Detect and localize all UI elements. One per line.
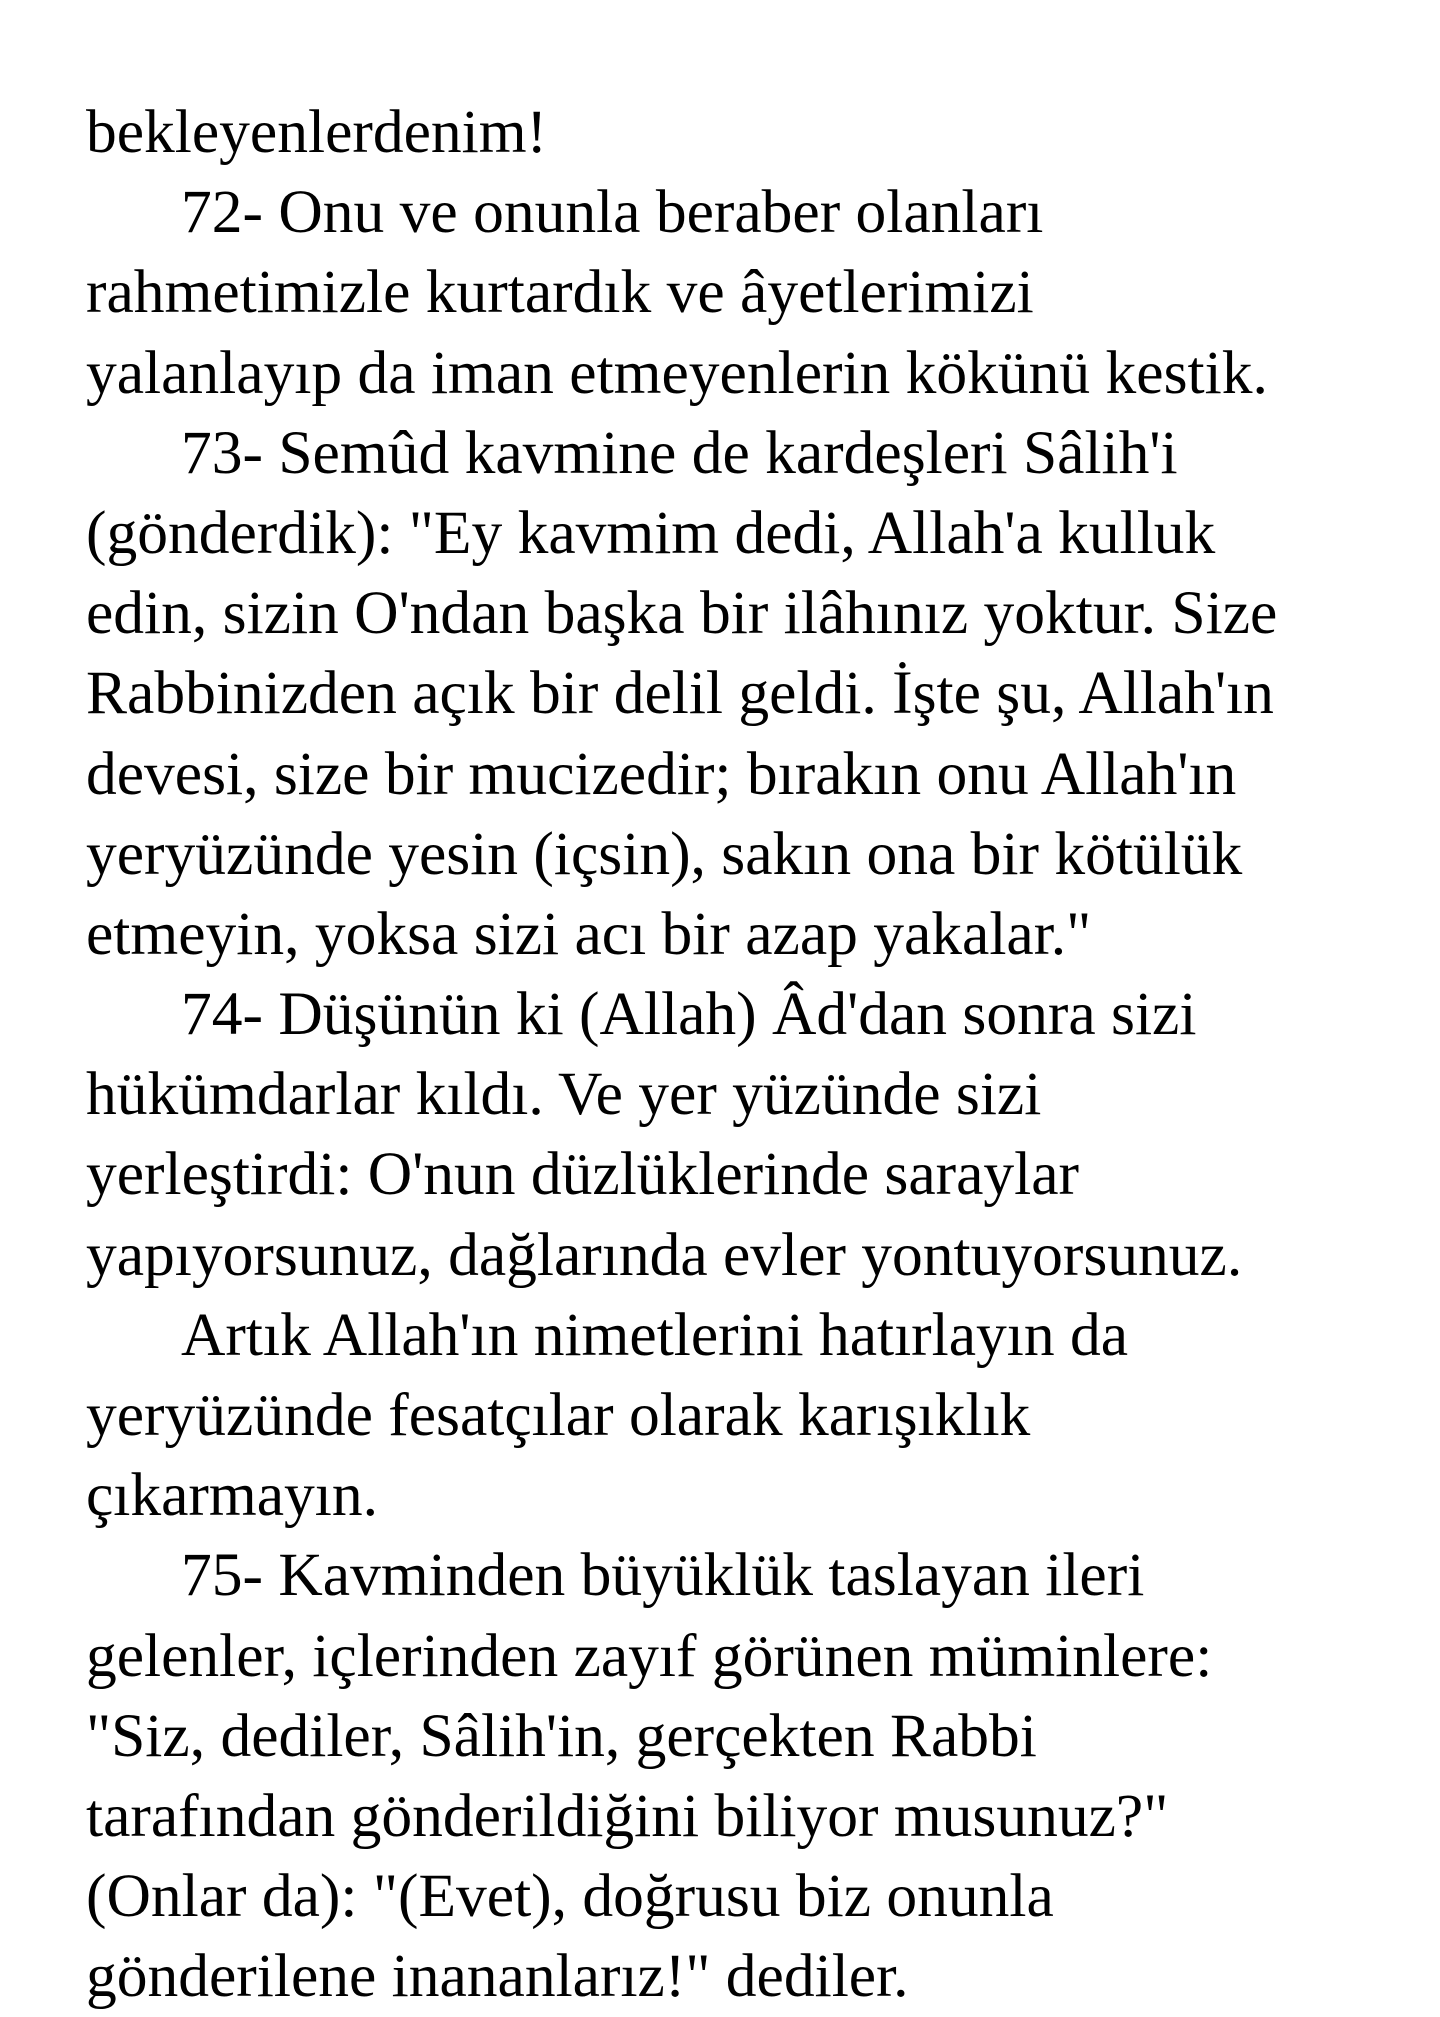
- verse-72-start: 72- Onu ve onunla beraber olanları: [181, 178, 1044, 247]
- text-line: edin, sizin O'ndan başka bir ilâhınız yoktur. Size: [86, 579, 1278, 648]
- text-line: gönderilene inananlarız!" dediler.: [86, 1942, 909, 2011]
- text-line: (gönderdik): "Ey kavmim dedi, Allah'a kulluk: [86, 498, 1216, 567]
- verse-73-start: 73- Semûd kavmine de kardeşleri Sâlih'i: [181, 418, 1178, 487]
- text-line: (Onlar da): "(Evet), doğrusu biz onunla: [86, 1862, 1054, 1931]
- document-page: [86, 92, 1406, 2017]
- text-line: bekleyenlerdenim!: [86, 98, 548, 166]
- text-line: rahmetimizle kurtardık ve âyetlerimizi: [86, 258, 1034, 327]
- verse-75-start: 75- Kavminden büyüklük taslayan ileri: [181, 1541, 1145, 1610]
- text-line: "Siz, dediler, Sâlih'in, gerçekten Rabbi: [86, 1701, 1037, 1770]
- text-line: yerleştirdi: O'nun düzlüklerinde saraylar: [86, 1140, 1080, 1209]
- text-line: yeryüzünde fesatçılar olarak karışıklık: [86, 1381, 1031, 1449]
- verse-74-start: 74- Düşünün ki (Allah) Âd'dan sonra sizi: [181, 980, 1197, 1049]
- paragraph-start: Artık Allah'ın nimetlerini hatırlayın da: [181, 1300, 1129, 1369]
- text-line: hükümdarlar kıldı. Ve yer yüzünde sizi: [86, 1060, 1042, 1129]
- text-line: devesi, size bir mucizedir; bırakın onu Allah'ın: [86, 739, 1237, 808]
- text-line: tarafından gönderildiğini biliyor musunuz?": [86, 1781, 1169, 1850]
- text-line: yapıyorsunuz, dağlarında evler yontuyorsunuz.: [86, 1220, 1243, 1289]
- text-line: çıkarmayın.: [86, 1461, 379, 1530]
- text-line: gelenler, içlerinden zayıf görünen müminlere:: [86, 1621, 1213, 1690]
- text-line: yeryüzünde yesin (içsin), sakın ona bir kötülük: [86, 819, 1243, 888]
- text-line: yalanlayıp da iman etmeyenlerin kökünü kestik.: [86, 338, 1268, 407]
- text-line: Rabbinizden açık bir delil geldi. İşte şu, Allah'ın: [86, 659, 1274, 728]
- text-line: etmeyin, yoksa sizi acı bir azap yakalar.": [86, 899, 1092, 968]
